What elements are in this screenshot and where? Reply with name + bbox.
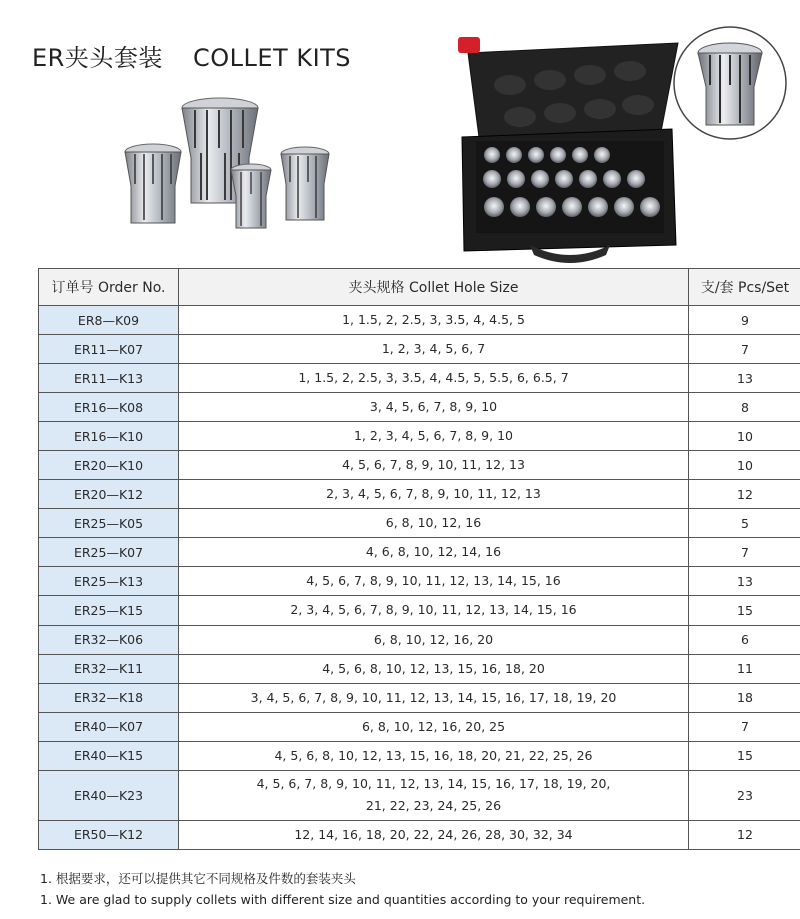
hole-size-line-1: 4, 5, 6, 7, 8, 9, 10, 11, 12, 13, 14, 15, 16, 17, 18, 19, 20, [256,776,611,792]
pcs-cell: 10 [689,422,800,451]
collets-photo [115,88,345,238]
order-no-cell: ER40—K07 [39,712,179,741]
page-title [32,38,351,73]
pcs-cell: 23 [689,770,800,820]
hole-size-cell: 12, 14, 16, 18, 20, 22, 24, 26, 28, 30, 32, 34 [179,820,689,849]
header-pcs-set: 支/套 Pcs/Set [689,269,800,306]
table-row [39,654,800,683]
hole-size-cell: 2, 3, 4, 5, 6, 7, 8, 9, 10, 11, 12, 13 [179,480,689,509]
hole-size-cell: 4, 6, 8, 10, 12, 14, 16 [179,538,689,567]
table-row [39,509,800,538]
table-row [39,625,800,654]
order-no-cell: ER32—K06 [39,625,179,654]
pcs-cell: 12 [689,820,800,849]
hole-size-cell: 1, 2, 3, 4, 5, 6, 7 [179,335,689,364]
hole-size-cell: 4, 5, 6, 8, 10, 12, 13, 15, 16, 18, 20 [179,654,689,683]
order-no-cell: ER8—K09 [39,306,179,335]
hole-size-cell: 6, 8, 10, 12, 16, 20 [179,625,689,654]
header-order-no: 订单号 Order No. [39,269,179,306]
pcs-cell: 12 [689,480,800,509]
hole-size-cell: 6, 8, 10, 12, 16 [179,509,689,538]
pcs-cell: 7 [689,712,800,741]
hole-size-cell: 4, 5, 6, 7, 8, 9, 10, 11, 12, 13 [179,451,689,480]
hole-size-cell: 1, 1.5, 2, 2.5, 3, 3.5, 4, 4.5, 5 [179,306,689,335]
order-no-cell: ER25—K07 [39,538,179,567]
hole-size-cell: 1, 1.5, 2, 2.5, 3, 3.5, 4, 4.5, 5, 5.5, 6, 6.5, 7 [179,364,689,393]
table-row [39,567,800,596]
pcs-cell: 13 [689,364,800,393]
title-en: COLLET KITS [192,44,352,72]
table-row [39,306,800,335]
collet-small [231,164,271,228]
pcs-cell: 8 [689,393,800,422]
table-row [39,683,800,712]
table-row [39,364,800,393]
pcs-cell: 15 [689,596,800,625]
pcs-cell: 7 [689,538,800,567]
note-cn: 1. 根据要求，还可以提供其它不同规格及件数的套装夹头 [40,871,356,886]
header-collet-hole-size: 夹头规格 Collet Hole Size [179,269,689,306]
hole-size-cell: 4, 5, 6, 8, 10, 12, 13, 15, 16, 18, 20, 21, 22, 25, 26 [179,741,689,770]
hole-size-line-2: 21, 22, 23, 24, 25, 26 [365,798,502,814]
collet-right [281,147,329,220]
table-row [39,770,800,820]
pcs-cell: 5 [689,509,800,538]
collet-zoom-inset [674,27,786,139]
note-en: 1. We are glad to supply collets with different size and quantities according to your requirement. [40,892,646,907]
hole-size-cell: 3, 4, 5, 6, 7, 8, 9, 10, 11, 12, 13, 14, 15, 16, 17, 18, 19, 20 [179,683,689,712]
pcs-cell: 15 [689,741,800,770]
order-no-cell: ER25—K05 [39,509,179,538]
order-no-cell: ER16—K10 [39,422,179,451]
order-no-cell: ER32—K11 [39,654,179,683]
table-row [39,451,800,480]
collet-left [125,144,181,223]
order-no-cell: ER40—K15 [39,741,179,770]
hole-size-cell: 2, 3, 4, 5, 6, 7, 8, 9, 10, 11, 12, 13, 14, 15, 16 [179,596,689,625]
table-row [39,393,800,422]
collet-kit-table [38,268,800,850]
order-no-cell: ER25—K15 [39,596,179,625]
order-no-cell: ER16—K08 [39,393,179,422]
hole-size-cell: 6, 8, 10, 12, 16, 20, 25 [179,712,689,741]
pcs-cell: 11 [689,654,800,683]
order-no-cell: ER11—K13 [39,364,179,393]
order-no-cell: ER25—K13 [39,567,179,596]
order-no-cell: ER20—K10 [39,451,179,480]
case-latch [458,37,480,53]
hole-size-cell: 1, 2, 3, 4, 5, 6, 7, 8, 9, 10 [179,422,689,451]
hole-size-cell: 3, 4, 5, 6, 7, 8, 9, 10 [179,393,689,422]
pcs-cell: 7 [689,335,800,364]
order-no-cell: ER40—K23 [39,770,179,820]
table-row [39,538,800,567]
pcs-cell: 6 [689,625,800,654]
pcs-cell: 18 [689,683,800,712]
order-no-cell: ER11—K07 [39,335,179,364]
table-row [39,480,800,509]
order-no-cell: ER50—K12 [39,820,179,849]
table-row [39,596,800,625]
table-header-row [39,269,800,306]
hole-size-cell [179,770,689,820]
order-no-cell: ER32—K18 [39,683,179,712]
pcs-cell: 9 [689,306,800,335]
pcs-cell: 13 [689,567,800,596]
table-row [39,741,800,770]
hole-size-cell: 4, 5, 6, 7, 8, 9, 10, 11, 12, 13, 14, 15, 16 [179,567,689,596]
title-cn: ER夹头套装 [32,44,163,72]
table-row [39,820,800,849]
order-no-cell: ER20—K12 [39,480,179,509]
collet-case-photo [440,25,790,265]
table-row [39,335,800,364]
pcs-cell: 10 [689,451,800,480]
table-row [39,422,800,451]
footnotes [40,868,645,910]
table-row [39,712,800,741]
